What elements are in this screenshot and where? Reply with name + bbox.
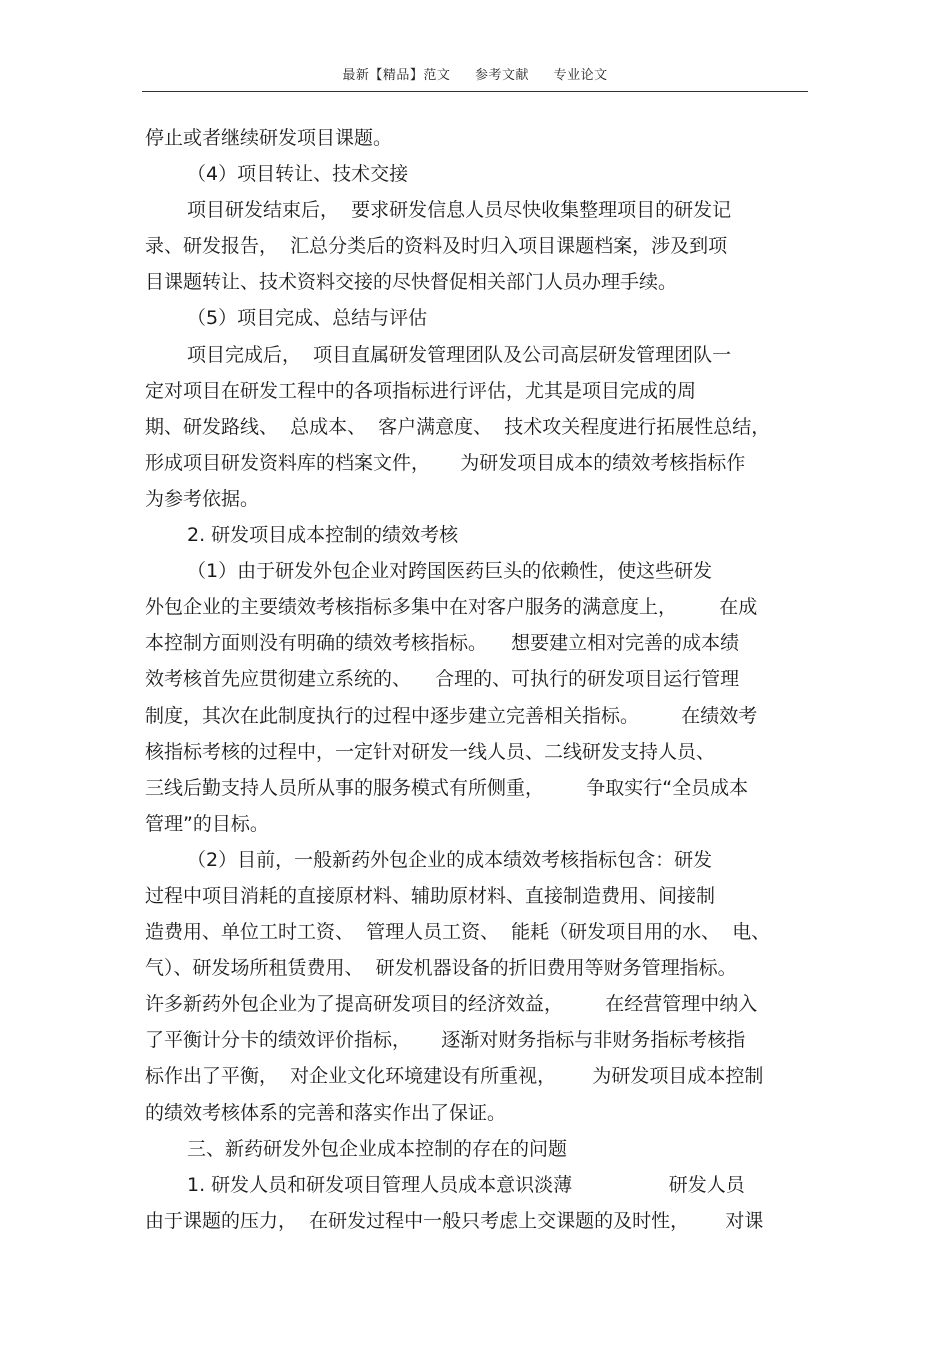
text-line: 期、研发路线、 总成本、 客户满意度、 技术攻关程度进行拓展性总结， bbox=[145, 415, 771, 438]
text-line: 定对项目在研发工程中的各项指标进行评估，尤其是项目完成的周 bbox=[145, 379, 697, 402]
text-line: 标作出了平衡， 对企业文化环境建设有所重视， 为研发项目成本控制 bbox=[145, 1065, 764, 1088]
text-line: （2）目前，一般新药外包企业的成本绩效考核指标包含：研发 bbox=[187, 848, 713, 871]
text-line: 三线后勤支持人员所从事的服务模式有所侧重， 争取实行“全员成本 bbox=[145, 776, 749, 799]
text-line: 过程中项目消耗的直接原材料、辅助原材料、直接制造费用、间接制 bbox=[145, 884, 716, 907]
text-line: 了平衡计分卡的绩效评价指标， 逐渐对财务指标与非财务指标考核指 bbox=[145, 1029, 746, 1052]
text-line: 项目研发结束后， 要求研发信息人员尽快收集整理项目的研发记 bbox=[187, 199, 732, 222]
text-line: 停止或者继续研发项目课题。 bbox=[145, 127, 393, 149]
header-divider bbox=[142, 91, 808, 92]
text-line: 本控制方面则没有明确的绩效考核指标。 想要建立相对完善的成本绩 bbox=[145, 632, 740, 655]
text-line: 的绩效考核体系的完善和落实作出了保证。 bbox=[145, 1101, 507, 1124]
section-heading: 三、新药研发外包企业成本控制的存在的问题 bbox=[187, 1137, 568, 1160]
text-line: 许多新药外包企业为了提高研发项目的经济效益， 在经营管理中纳入 bbox=[145, 993, 758, 1016]
text-line: 核指标考核的过程中，一定针对研发一线人员、二线研发支持人员、 bbox=[145, 740, 716, 763]
text-line: 由于课题的压力， 在研发过程中一般只考虑上交课题的及时性， 对课 bbox=[145, 1209, 764, 1232]
text-line: 效考核首先应贯彻建立系统的、 合理的、可执行的研发项目运行管理 bbox=[145, 668, 740, 691]
section-heading: 2. 研发项目成本控制的绩效考核 bbox=[187, 524, 459, 547]
text-line: 项目完成后， 项目直属研发管理团队及公司高层研发管理团队一 bbox=[187, 343, 732, 366]
header-item-lunwen: 专业论文 bbox=[553, 68, 608, 83]
text-line: 1. 研发人员和研发项目管理人员成本意识淡薄 研发人员 bbox=[187, 1173, 745, 1196]
text-line: 为参考依据。 bbox=[145, 487, 260, 510]
document-body bbox=[145, 120, 810, 1239]
text-line: 气）、研发场所租赁费用、 研发机器设备的折旧费用等财务管理指标。 bbox=[145, 957, 737, 980]
page-header bbox=[0, 64, 950, 83]
text-line: 制度，其次在此制度执行的过程中逐步建立完善相关指标。 在绩效考 bbox=[145, 704, 758, 727]
text-line: 管理”的目标。 bbox=[145, 812, 269, 835]
header-item-cankao: 参考文献 bbox=[474, 68, 529, 83]
section-heading: （4）项目转让、技术交接 bbox=[187, 163, 409, 186]
text-line: 目课题转让、技术资料交接的尽快督促相关部门人员办理手续。 bbox=[145, 271, 678, 294]
section-heading: （5）项目完成、总结与评估 bbox=[187, 307, 428, 330]
text-line: 外包企业的主要绩效考核指标多集中在对客户服务的满意度上， 在成 bbox=[145, 596, 758, 619]
text-line: 形成项目研发资料库的档案文件， 为研发项目成本的绩效考核指标作 bbox=[145, 451, 746, 474]
text-line: 录、研发报告， 汇总分类后的资料及时归入项目课题档案，涉及到项 bbox=[145, 235, 728, 258]
text-line: 造费用、单位工时工资、 管理人员工资、 能耗（研发项目用的水、 电、 bbox=[145, 921, 771, 944]
text-line: （1）由于研发外包企业对跨国医药巨头的依赖性，使这些研发 bbox=[187, 560, 713, 583]
header-item-fanwen: 最新【精品】范文 bbox=[342, 68, 451, 83]
